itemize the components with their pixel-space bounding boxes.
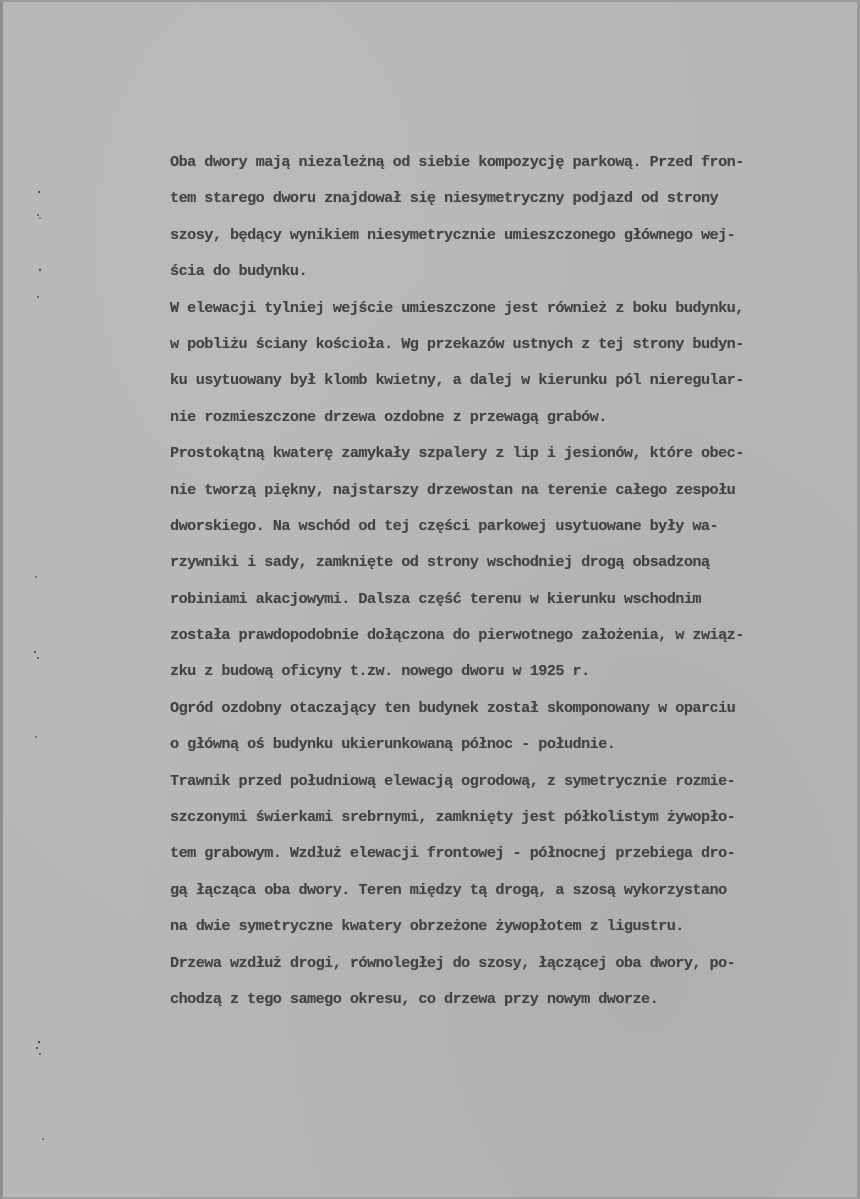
text-line: została prawdopodobnie dołączona do pierwotnego założenia, w związ- bbox=[170, 626, 744, 645]
text-line: szosy, będący wynikiem niesymetrycznie umieszczonego głównego wej- bbox=[170, 225, 736, 244]
text-line: Prostokątną kwaterę zamykały szpalery z lip i jesionów, które obec- bbox=[170, 444, 744, 463]
text-line: o główną oś budynku ukierunkowaną północ - południe. bbox=[170, 735, 616, 754]
text-line: rzywniki i sady, zamknięte od strony wschodniej drogą obsadzoną bbox=[170, 553, 710, 572]
text-line: nie tworzą piękny, najstarszy drzewostan na terenie całego zespołu bbox=[170, 480, 736, 499]
text-line: w pobliżu ściany kościoła. Wg przekazów ustnych z tej strony budyn- bbox=[170, 334, 744, 353]
text-line: zku z budową oficyny t.zw. nowego dworu w 1925 r. bbox=[170, 662, 590, 681]
text-line: tem grabowym. Wzdłuż elewacji frontowej - północnej przebiega dro- bbox=[170, 844, 736, 863]
text-line: chodzą z tego samego okresu, co drzewa przy nowym dworze. bbox=[170, 989, 659, 1008]
text-line: dworskiego. Na wschód od tej części parkowej usytuowane były wa- bbox=[170, 516, 719, 535]
text-line: gą łącząca oba dwory. Teren między tą drogą, a szosą wykorzystano bbox=[170, 880, 727, 899]
text-line: Oba dwory mają niezależną od siebie kompozycję parkową. Przed fron- bbox=[170, 153, 744, 171]
text-line: tem starego dworu znajdował się niesymetryczny podjazd od strony bbox=[170, 189, 719, 208]
text-line: ścia do budynku. bbox=[170, 262, 308, 281]
text-line: nie rozmieszczone drzewa ozdobne z przewagą grabów. bbox=[170, 407, 607, 426]
text-line: Drzewa wzdłuż drogi, równoległej do szosy, łączącej oba dwory, po- bbox=[170, 953, 736, 972]
text-line: W elewacji tylniej wejście umieszczone jest również z boku budynku, bbox=[170, 298, 744, 317]
text-line: robiniami akacjowymi. Dalsza część terenu w kierunku wschodnim bbox=[170, 589, 701, 608]
text-line: ku usytuowany był klomb kwietny, a dalej w kierunku pól nieregular- bbox=[170, 371, 744, 390]
text-line: na dwie symetryczne kwatery obrzeżone żywopłotem z ligustru. bbox=[170, 917, 684, 936]
body-text bbox=[170, 144, 850, 1017]
text-line: Ogród ozdobny otaczający ten budynek został skomponowany w oparciu bbox=[170, 698, 736, 717]
text-line: Trawnik przed południową elewacją ogrodową, z symetrycznie rozmie- bbox=[170, 771, 736, 790]
text-line: szczonymi świerkami srebrnymi, zamknięty jest półkolistym żywopło- bbox=[170, 808, 736, 827]
